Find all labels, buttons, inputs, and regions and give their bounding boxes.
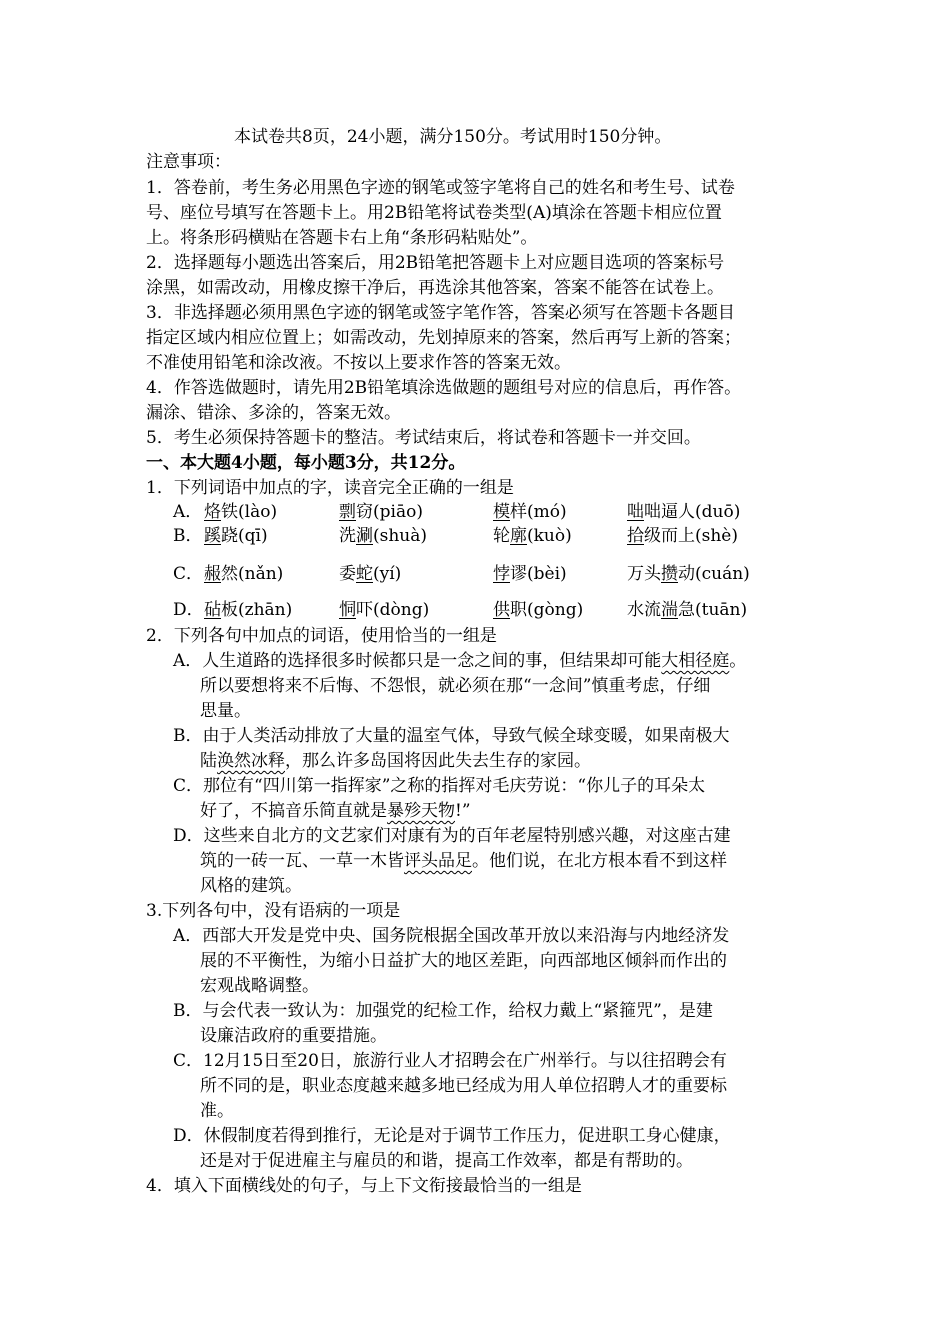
question-1-option-label: B． [173, 526, 203, 546]
notice-title: 注意事项： [146, 152, 231, 172]
notice-3-line-1: 3．非选择题必须用黑色字迹的钢笔或签字笔作答，答案必须写在答题卡各题目 [146, 303, 735, 323]
question-2-option-b-line-1: B．由于人类活动排放了大量的温室气体，导致气候全球变暖，如果南极大 [173, 726, 730, 746]
question-3-option-c-line-1: C．12月15日至20日，旅游行业人才招聘会在广州举行。与以往招聘会有 [173, 1051, 727, 1071]
question-1-option-label: A． [173, 502, 203, 522]
question-3-option-a-line-1: A．西部大开发是党中央、国务院根据全国改革开放以来沿海与内地经济发 [173, 926, 730, 946]
question-3-option-b-line-2: 设廉洁政府的重要措施。 [200, 1026, 387, 1046]
question-4-stem: 4．填入下面横线处的句子，与上下文衔接最恰当的一组是 [146, 1176, 582, 1196]
section-1-heading: 一、本大题4小题，每小题3分，共12分。 [146, 453, 466, 473]
question-2-option-b-line-2: 陆涣然冰释，那么许多岛国将因此失去生存的家园。 [200, 751, 591, 771]
underlined-term: 大相径庭 [661, 651, 730, 671]
question-1-option-label: D． [173, 600, 204, 620]
question-2-option-c-line-1: C．那位有“四川第一指挥家”之称的指挥对毛庆劳说：“你儿子的耳朵太 [173, 776, 706, 796]
question-2-option-d-line-3: 风格的建筑。 [200, 876, 302, 896]
question-3-option-a-line-2: 展的不平衡性，为缩小日益扩大的地区差距，向西部地区倾斜而作出的 [200, 951, 727, 971]
underlined-term: 评头品足 [404, 851, 472, 871]
question-1-word: 剽窃(piāo) [339, 502, 423, 522]
exam-header: 本试卷共8页，24小题，满分150分。考试用时150分钟。 [234, 127, 672, 147]
question-3-option-b-line-1: B．与会代表一致认为：加强党的纪检工作，给权力戴上“紧箍咒”，是建 [173, 1001, 713, 1021]
dotted-character: 悖 [493, 564, 510, 584]
question-3-option-d-line-1: D．休假制度若得到推行，无论是对于调节工作压力，促进职工身心健康， [173, 1126, 731, 1146]
notice-5-line-1: 5．考生必须保持答题卡的整洁。考试结束后，将试卷和答题卡一并交回。 [146, 428, 701, 448]
dotted-character: 模 [493, 502, 510, 522]
notice-4-line-1: 4．作答选做题时，请先用2B铅笔填涂选做题的题组号对应的信息后，再作答。 [146, 378, 742, 398]
notice-1-line-1: 1．答卷前，考生务必用黑色字迹的钢笔或签字笔将自己的姓名和考生号、试卷 [146, 178, 735, 198]
question-2-stem: 2．下列各句中加点的词语，使用恰当的一组是 [146, 626, 497, 646]
question-1-stem: 1．下列词语中加点的字，读音完全正确的一组是 [146, 478, 514, 498]
dotted-character: 咄 [627, 502, 644, 522]
question-2-option-a-line-2: 所以要想将来不后悔、不怨恨，就必须在那“一念间”慎重考虑，仔细 [200, 676, 711, 696]
question-2-option-c-line-2: 好了，不搞音乐简直就是暴殄天物!” [200, 801, 471, 821]
dotted-character: 剽 [339, 502, 356, 522]
dotted-character: 拾 [627, 526, 644, 546]
dotted-character: 供 [493, 600, 510, 620]
dotted-character: 砧 [204, 600, 221, 620]
question-3-option-c-line-3: 准。 [200, 1101, 234, 1121]
question-3-option-a-line-3: 宏观战略调整。 [200, 976, 319, 996]
question-1-word: 水流湍急(tuān) [627, 600, 748, 620]
question-2-option-d-line-2: 筑的一砖一瓦、一草一木皆评头品足。他们说，在北方根本看不到这样 [200, 851, 727, 871]
notice-3-line-2: 指定区域内相应位置上；如需改动，先划掉原来的答案，然后再写上新的答案； [146, 328, 741, 348]
question-1-word: 洗涮(shuà) [339, 526, 428, 546]
question-1-word: 咄咄逼人(duō) [627, 502, 741, 522]
question-1-word: 砧板(zhān) [204, 600, 293, 620]
question-3-stem: 3.下列各句中，没有语病的一项是 [146, 901, 401, 921]
dotted-character: 恫 [339, 600, 356, 620]
question-2-option-a-line-1: A．人生道路的选择很多时候都只是一念之间的事，但结果却可能大相径庭。 [173, 651, 747, 671]
underlined-term: 暴殄天物 [387, 801, 455, 821]
question-1-word: 烙铁(lào) [204, 502, 278, 522]
question-2-option-d-line-1: D．这些来自北方的文艺家们对康有为的百年老屋特别感兴趣，对这座古建 [173, 826, 731, 846]
question-1-word: 万头攒动(cuán) [627, 564, 750, 584]
question-2-option-a-line-3: 思量。 [200, 701, 251, 721]
dotted-character: 涮 [356, 526, 373, 546]
question-1-word: 恫吓(dòng) [339, 600, 430, 620]
question-1-word: 轮廓(kuò) [493, 526, 572, 546]
question-3-option-d-line-2: 还是对于促进雇主与雇员的和谐，提高工作效率，都是有帮助的。 [200, 1151, 693, 1171]
dotted-character: 蹊 [204, 526, 221, 546]
question-1-word: 供职(gòng) [493, 600, 584, 620]
notice-1-line-3: 上。将条形码横贴在答题卡右上角“条形码粘贴处”。 [146, 228, 538, 248]
question-1-word: 委蛇(yí) [339, 564, 402, 584]
notice-2-line-1: 2．选择题每小题选出答案后，用2B铅笔把答题卡上对应题目选项的答案标号 [146, 253, 725, 273]
dotted-character: 廓 [510, 526, 527, 546]
notice-4-line-2: 漏涂、错涂、多涂的，答案无效。 [146, 403, 401, 423]
dotted-character: 烙 [204, 502, 221, 522]
dotted-character: 蛇 [356, 564, 373, 584]
question-1-option-label: C． [173, 564, 204, 584]
dotted-character: 赧 [204, 564, 221, 584]
question-3-option-c-line-2: 所不同的是，职业态度越来越多地已经成为用人单位招聘人才的重要标 [200, 1076, 727, 1096]
notice-1-line-2: 号、座位号填写在答题卡上。用2B铅笔将试卷类型(A)填涂在答题卡相应位置 [146, 203, 722, 223]
question-1-word: 赧然(nǎn) [204, 564, 284, 584]
question-1-word: 蹊跷(qī) [204, 526, 268, 546]
notice-3-line-3: 不准使用铅笔和涂改液。不按以上要求作答的答案无效。 [146, 353, 571, 373]
underlined-term: 涣然冰释 [217, 751, 285, 771]
dotted-character: 湍 [661, 600, 678, 620]
question-1-word: 模样(mó) [493, 502, 567, 522]
dotted-character: 攒 [661, 564, 678, 584]
question-1-word: 悖谬(bèi) [493, 564, 567, 584]
question-1-word: 拾级而上(shè) [627, 526, 738, 546]
notice-2-line-2: 涂黑，如需改动，用橡皮擦干净后，再选涂其他答案，答案不能答在试卷上。 [146, 278, 724, 298]
